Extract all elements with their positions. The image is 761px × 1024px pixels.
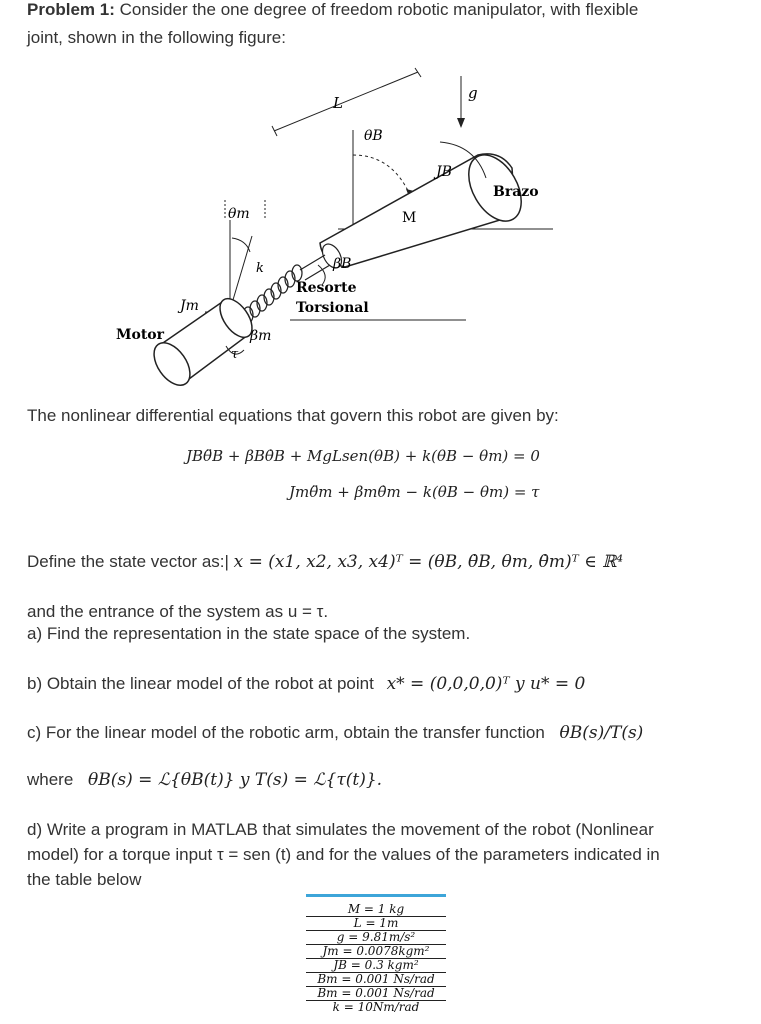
question-b-text: b) Obtain the linear model of the robot at point [27, 674, 374, 693]
label-j-b: JB [436, 164, 452, 180]
label-g: g [468, 84, 478, 102]
label-theta-m: θm [228, 206, 250, 222]
govern-text: The nonlinear differential equations that govern this robot are given by: [27, 406, 559, 425]
entrance-text: and the entrance of the system as u = τ. [27, 602, 329, 621]
question-a: a) Find the representation in the state space of the system. [27, 624, 471, 643]
label-brazo: Brazo [493, 184, 539, 200]
state-vector-prefix: Define the state vector as:| [27, 552, 229, 571]
label-k: k [256, 261, 264, 276]
question-c-text: c) For the linear model of the robotic arm, obtain the transfer function [27, 723, 545, 742]
problem-label: Problem 1: [27, 0, 115, 19]
param-row: Jm = 0.0078kgm² [306, 945, 446, 959]
problem-intro [27, 0, 747, 22]
label-j-m: Jm [180, 298, 199, 314]
table-accent-bar [306, 894, 446, 897]
parameters-table [306, 894, 446, 1014]
label-tau: τ [231, 347, 239, 362]
question-d-line1: d) Write a program in MATLAB that simulates the movement of the robot (Nonlinear [27, 820, 654, 839]
param-row: Bm = 0.001 Ns/rad [306, 987, 446, 1001]
label-motor: Motor [116, 327, 165, 343]
where-text: where [27, 770, 74, 789]
param-row: L = 1m [306, 917, 446, 931]
param-row: M = 1 kg [306, 903, 446, 917]
label-resorte: Resorte [296, 280, 357, 296]
question-b [27, 672, 585, 696]
param-row: Bm = 0.001 Ns/rad [306, 973, 446, 987]
state-vector-line [27, 550, 623, 574]
label-beta-m: βm [250, 328, 272, 344]
param-row: g = 9.81m/s² [306, 931, 446, 945]
label-M: M [402, 210, 417, 226]
question-d-line2: model) for a torque input τ = sen (t) and for the values of the parameters indicated in [27, 845, 660, 864]
question-d-line3: the table below [27, 870, 142, 889]
label-torsional: Torsional [296, 300, 369, 316]
label-L: L [333, 94, 343, 112]
where-line [27, 768, 382, 792]
where-math: θB(s) = ℒ{θB(t)} y T(s) = ℒ{τ(t)}. [88, 770, 383, 790]
question-c-transfer: θB(s)/T(s) [559, 723, 644, 743]
manipulator-figure [0, 40, 761, 430]
problem-intro-line1: Consider the one degree of freedom robotic manipulator, with flexible [114, 0, 639, 19]
equation-1: JBθ̈B + βBθ̇B + MgLsen(θB) + k(θB − θm) = 0 [186, 447, 540, 465]
question-b-point: x* = (0,0,0,0)ᵀ y u* = 0 [386, 674, 586, 694]
equation-2: Jmθ̈m + βmθ̇m − k(θB − θm) = τ [289, 483, 540, 501]
label-beta-b: βB [333, 256, 352, 272]
state-vector-equation: x = (x1, x2, x3, x4)ᵀ = (θB, θ̇B, θm, θ̇m)ᵀ ∈ ℝ⁴ [233, 552, 624, 572]
param-row: JB = 0.3 kgm² [306, 959, 446, 973]
problem-intro-line2: joint, shown in the following figure: [27, 28, 286, 47]
label-theta-b: θB [364, 128, 383, 144]
param-row: k = 10Nm/rad [332, 1000, 420, 1014]
question-c [27, 721, 643, 745]
